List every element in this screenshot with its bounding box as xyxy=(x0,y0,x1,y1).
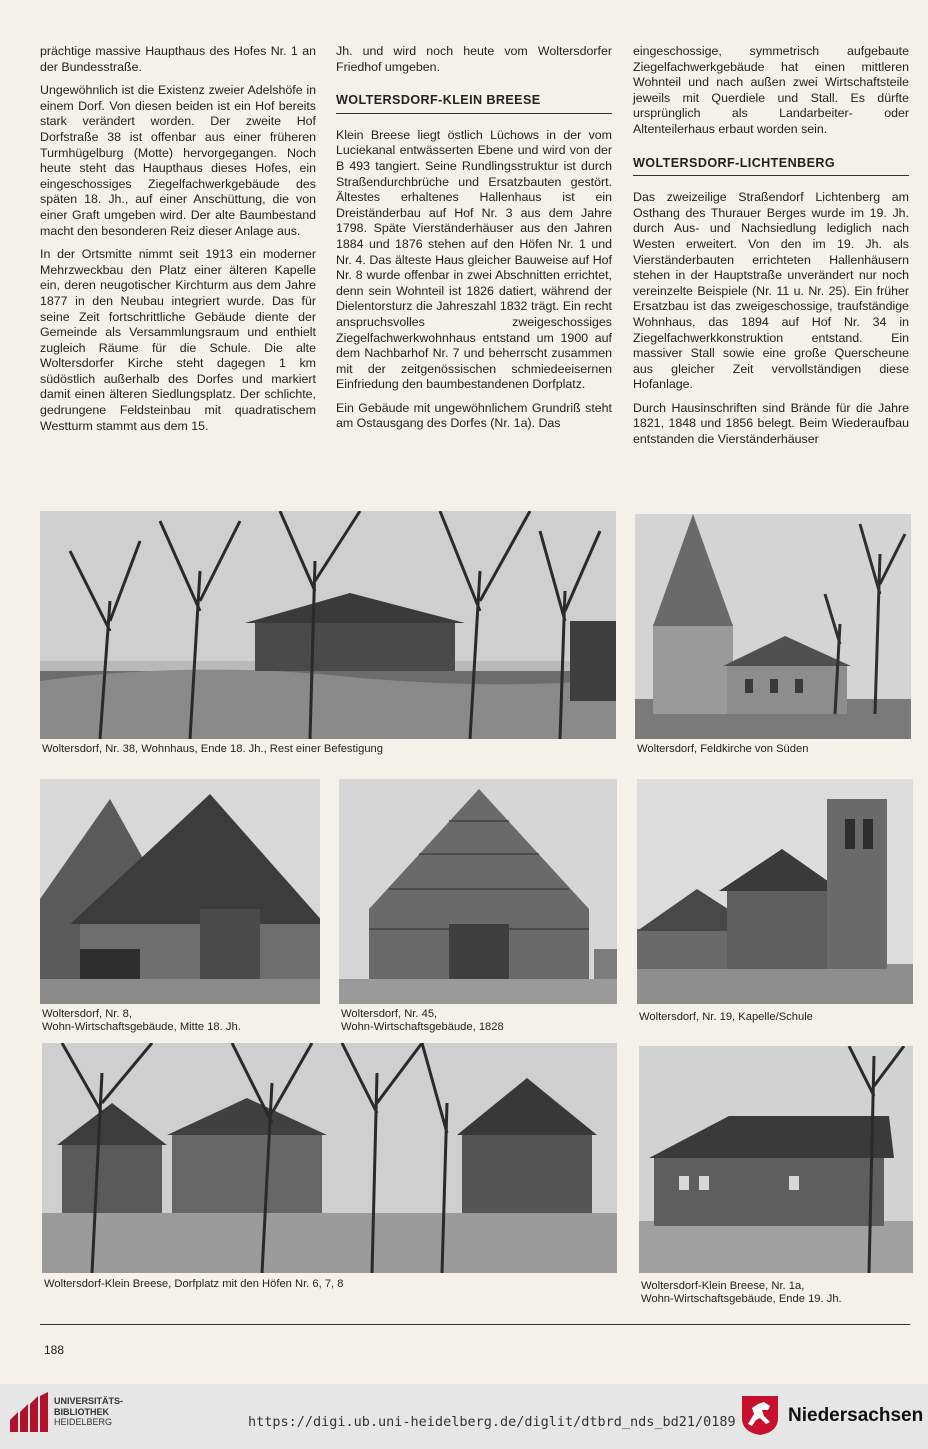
photo-nr1a xyxy=(639,1046,913,1273)
caption: Woltersdorf, Feldkirche von Süden xyxy=(637,743,809,755)
caption: Woltersdorf-Klein Breese, Nr. 1a, xyxy=(641,1280,805,1292)
paragraph: In der Ortsmitte nimmt seit 1913 ein moderner Mehrzweckbau den Platz einer älteren Kapelle ein, deren neugotischer Kirchturm aus dem Jahre 1877 in den Neubau integriert wurde. Das für seine Zeit fortschrittliche Gebäude diente der Gemeinde als Versammlungsraum und enthielt zugleich Räume für die Schule. Die alte Woltersdorfer Kirche steht dagegen 1 km südöstlich außerhalb des Dorfes und markiert damit einen älteren Siedlungsplatz. Der schlichte, gedrungene Feldsteinbau mit quadratischem Westturm stammt aus dem 15. xyxy=(40,247,316,433)
text-column-2 xyxy=(336,44,612,440)
caption: Wohn-Wirtschaftsgebäude, Ende 19. Jh. xyxy=(641,1293,842,1305)
paragraph: Ein Gebäude mit ungewöhnlichem Grundriß steht am Ostausgang des Dorfes (Nr. 1a). Das xyxy=(336,400,612,431)
caption: Woltersdorf, Nr. 8, xyxy=(42,1008,132,1020)
paragraph: Ungewöhnlich ist die Existenz zweier Adelshöfe in einem Dorf. Von diesen beiden ist ein Hof bereits stark verändert worden. Der zweite Hof Dorfstraße 38 ist offenbar aus einer früheren Turmhügelburg (Motte) hervorgegangen. Noch heute steht das Haupthaus dieses Hofes, ein eingeschossiges Ziegelfachwerkgebäude des späten 18. Jh., auf einer Anschüttung, die von einer Graft umgeben wird. Der alte Baumbestand macht den besonderen Reiz dieser Anlage aus. xyxy=(40,83,316,238)
university-library-logo-icon xyxy=(8,1392,50,1434)
state-name: Niedersachsen xyxy=(788,1405,924,1426)
text-column-1 xyxy=(40,44,316,442)
photo-feldkirche xyxy=(635,514,911,739)
caption: Woltersdorf, Nr. 45, xyxy=(341,1008,438,1020)
section-heading-klein-breese: WOLTERSDORF-KLEIN BREESE xyxy=(336,93,612,114)
caption: Woltersdorf-Klein Breese, Dorfplatz mit den Höfen Nr. 6, 7, 8 xyxy=(44,1278,344,1290)
photo-nr45 xyxy=(339,779,617,1004)
section-heading-lichtenberg: WOLTERSDORF-LICHTENBERG xyxy=(633,156,909,177)
photo-dorfplatz xyxy=(42,1043,617,1273)
library-name: UNIVERSITÄTS- BIBLIOTHEK HEIDELBERG xyxy=(54,1396,124,1427)
paragraph: Klein Breese liegt östlich Lüchows in der vom Luciekanal entwässerten Ebene und wird von der B 493 tangiert. Seine Rundlingsstruktur ist durch Straßendurchbrüche und Ersatzbauten gestört. Ältestes erhaltenes Hallenhaus ist ein Dreiständerbau auf Hof Nr. 3 aus dem Jahre 1798. Späte Vierständerhäuser aus den Jahren 1884 und 1876 stehen auf den Höfen Nr. 1 und Nr. 4. Das älteste Haus gleicher Bauweise auf Hof Nr. 8 wurde offenbar in zwei Abschnitten errichtet, denn sein Wohnteil ist 1826 datiert, während der Dielentorsturz die Jahreszahl 1832 trägt. Ein recht anspruchsvolles zweigeschossiges Ziegelfachwerkwohnhaus entstand um 1900 auf dem Nachbarhof Nr. 7 und beherrscht zusammen mit der zeitgenössischen schmiedeeisernen Einfriedung den baumbestandenen Dorfplatz. xyxy=(336,127,612,392)
page-number: 188 xyxy=(44,1343,65,1357)
caption: Woltersdorf, Nr. 19, Kapelle/Schule xyxy=(639,1011,813,1023)
paragraph: Durch Hausinschriften sind Brände für die Jahre 1821, 1848 und 1856 belegt. Beim Wiederaufbau entstanden die Vierständerhäuser xyxy=(633,400,909,447)
caption: Wohn-Wirtschaftsgebäude, 1828 xyxy=(341,1021,504,1033)
caption: Woltersdorf, Nr. 38, Wohnhaus, Ende 18. Jh., Rest einer Befestigung xyxy=(42,743,383,755)
paragraph: prächtige massive Haupthaus des Hofes Nr. 1 an der Bundesstraße. xyxy=(40,44,316,74)
paragraph: eingeschossige, symmetrisch aufgebaute Ziegelfachwerkgebäude hat einen mittleren Wohnteil und nach außen zwei Wirtschaftsteile jeweils mit Querdiele und Stall. Es dürfte ursprünglich als Landarbeiter- oder Altenteilerhaus erbaut worden sein. xyxy=(633,44,909,136)
text-column-3 xyxy=(633,44,909,456)
viewer-footer xyxy=(0,1384,928,1449)
footer-rule xyxy=(40,1324,910,1325)
photo-nr38-wohnhaus xyxy=(40,511,616,739)
photo-nr8 xyxy=(40,779,320,1004)
lower-saxony-horse-shield-icon xyxy=(740,1394,780,1436)
paragraph: Das zweizeilige Straßendorf Lichtenberg am Osthang des Thurauer Berges wurde im 19. Jh. durch Aus- und Nachsiedlung lediglich nach Westen erweitert. Von den im 19. Jh. als Vierständerbauten errichteten Hallenhäusern stehen in der Hauptstraße unverändert nur noch vereinzelte Beispiele (Nr. 11 u. Nr. 25). Ein früher Ersatzbau ist das zweigeschossige, traufständige Wohnhaus, das 1894 auf Hof Nr. 34 in Ziegelfachwerkkonstruktion entstand. Ein massiver Stall sowie eine große Querscheune aus gleicher Zeit vervollständigen diese Hofanlage. xyxy=(633,190,909,392)
photo-nr19-kapelle xyxy=(637,779,913,1004)
paragraph: Jh. und wird noch heute vom Woltersdorfer Friedhof umgeben. xyxy=(336,44,612,74)
caption: Wohn-Wirtschaftsgebäude, Mitte 18. Jh. xyxy=(42,1021,241,1033)
permalink-url[interactable]: https://digi.ub.uni-heidelberg.de/diglit/dtbrd_nds_bd21/0189 xyxy=(248,1414,736,1430)
